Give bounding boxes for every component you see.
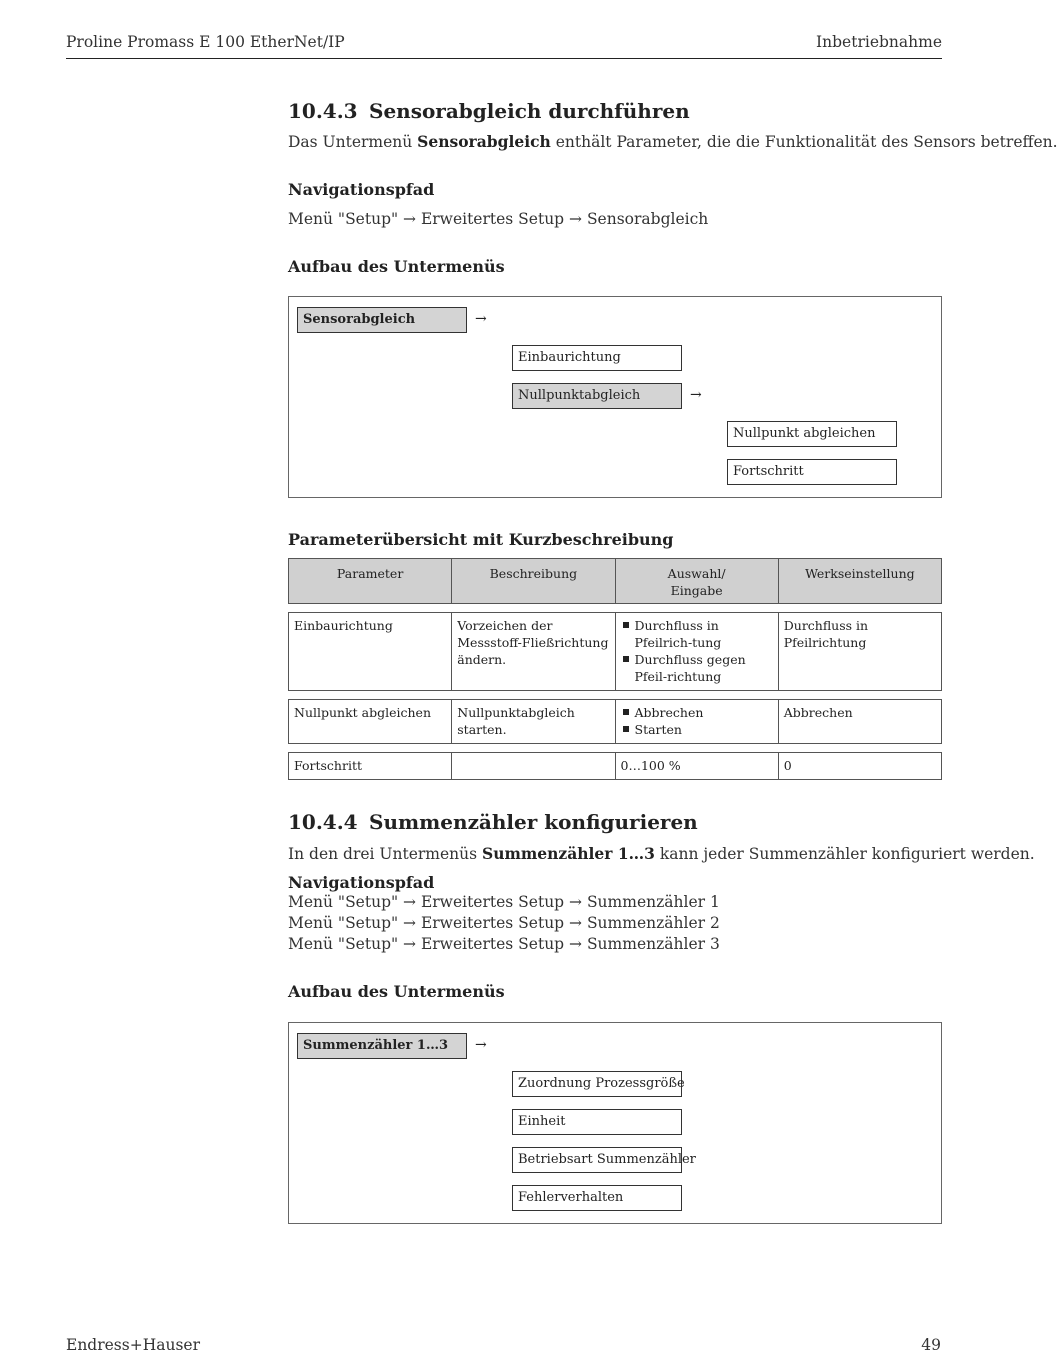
menu-node-einbaurichtung: Einbaurichtung xyxy=(512,345,682,371)
option-item: Durchfluss in Pfeilrich-tung xyxy=(621,617,773,651)
option-item: Durchfluss gegen Pfeil-richtung xyxy=(621,651,773,685)
table-row xyxy=(288,752,942,780)
page-number: 49 xyxy=(921,1336,941,1354)
menu-node-nullpunkt-abgleichen: Nullpunkt abgleichen xyxy=(727,421,897,447)
cell-parameter: Einbaurichtung xyxy=(288,612,452,691)
nav-path: Menü "Setup" → Erweitertes Setup → Summenzähler 1 xyxy=(288,893,720,911)
footer-brand: Endress+Hauser xyxy=(66,1336,200,1354)
nav-path: Menü "Setup" → Erweitertes Setup → Summenzähler 3 xyxy=(288,935,720,953)
menu-node-einheit: Einheit xyxy=(512,1109,682,1135)
cell-default: 0 xyxy=(779,752,942,780)
section-number: 10.4.4 xyxy=(288,810,358,834)
running-header-product: Proline Promass E 100 EtherNet/IP xyxy=(66,33,345,51)
running-header-chapter: Inbetriebnahme xyxy=(816,33,942,51)
intro-text: enthält Parameter, die die Funktionalität des Sensors betreffen. xyxy=(550,133,1058,151)
arrow-icon: → xyxy=(475,1037,487,1053)
cell-parameter: Fortschritt xyxy=(288,752,452,780)
menu-node-root: Sensorabgleich xyxy=(297,307,467,333)
section-heading-sensorabgleich xyxy=(288,99,690,123)
intro-bold-term: Summenzähler 1…3 xyxy=(482,844,655,863)
intro-text: Das Untermenü xyxy=(288,133,418,151)
arrow-icon: → xyxy=(690,387,702,403)
option-item: Starten xyxy=(621,721,773,738)
submenu-structure-heading: Aufbau des Untermenüs xyxy=(288,982,505,1001)
menu-node-fortschritt: Fortschritt xyxy=(727,459,897,485)
section-heading-summenzaehler xyxy=(288,810,698,834)
nav-path: Menü "Setup" → Erweitertes Setup → Summenzähler 2 xyxy=(288,914,720,932)
menu-node-betriebsart: Betriebsart Summenzähler xyxy=(512,1147,682,1173)
table-row xyxy=(288,699,942,744)
nav-path-heading: Navigationspfad xyxy=(288,873,435,892)
submenu-structure-heading: Aufbau des Untermenüs xyxy=(288,257,505,276)
menu-node-nullpunktabgleich: Nullpunktabgleich xyxy=(512,383,682,409)
menu-node-fehlerverhalten: Fehlerverhalten xyxy=(512,1185,682,1211)
section-intro xyxy=(288,844,1035,863)
column-header-auswahl: Auswahl/ Eingabe xyxy=(616,558,779,604)
section-number: 10.4.3 xyxy=(288,99,358,123)
cell-parameter: Nullpunkt abgleichen xyxy=(288,699,452,744)
table-row xyxy=(288,612,942,691)
submenu-diagram-summenzaehler xyxy=(288,1022,942,1224)
table-header-row xyxy=(288,558,942,604)
column-header-beschreibung: Beschreibung xyxy=(452,558,615,604)
cell-description: Nullpunktabgleich starten. xyxy=(452,699,615,744)
column-header-werkseinstellung: Werkseinstellung xyxy=(779,558,942,604)
cell-description xyxy=(452,752,615,780)
section-intro xyxy=(288,132,1058,151)
cell-default: Abbrechen xyxy=(779,699,942,744)
cell-options xyxy=(616,699,779,744)
menu-node-root: Summenzähler 1…3 xyxy=(297,1033,467,1059)
nav-path: Menü "Setup" → Erweitertes Setup → Sensorabgleich xyxy=(288,210,709,228)
section-title: Sensorabgleich durchführen xyxy=(369,99,690,123)
menu-node-zuordnung-prozessgroesse: Zuordnung Prozessgröße xyxy=(512,1071,682,1097)
nav-path-heading: Navigationspfad xyxy=(288,180,435,199)
cell-description: Vorzeichen der Messstoff-Fließrichtung ändern. xyxy=(452,612,615,691)
section-title: Summenzähler konfigurieren xyxy=(369,810,698,834)
intro-text: In den drei Untermenüs xyxy=(288,845,482,863)
parameter-overview-heading: Parameterübersicht mit Kurzbeschreibung xyxy=(288,530,674,549)
cell-default: Durchfluss in Pfeilrichtung xyxy=(779,612,942,691)
header-rule xyxy=(66,58,942,59)
cell-options xyxy=(616,612,779,691)
intro-text: kann jeder Summenzähler konfiguriert werden. xyxy=(654,845,1035,863)
column-header-parameter: Parameter xyxy=(288,558,452,604)
cell-value-range: 0…100 % xyxy=(616,752,779,780)
intro-bold-term: Sensorabgleich xyxy=(417,132,551,151)
arrow-icon: → xyxy=(475,311,487,327)
submenu-diagram-sensorabgleich xyxy=(288,296,942,498)
option-item: Abbrechen xyxy=(621,704,773,721)
